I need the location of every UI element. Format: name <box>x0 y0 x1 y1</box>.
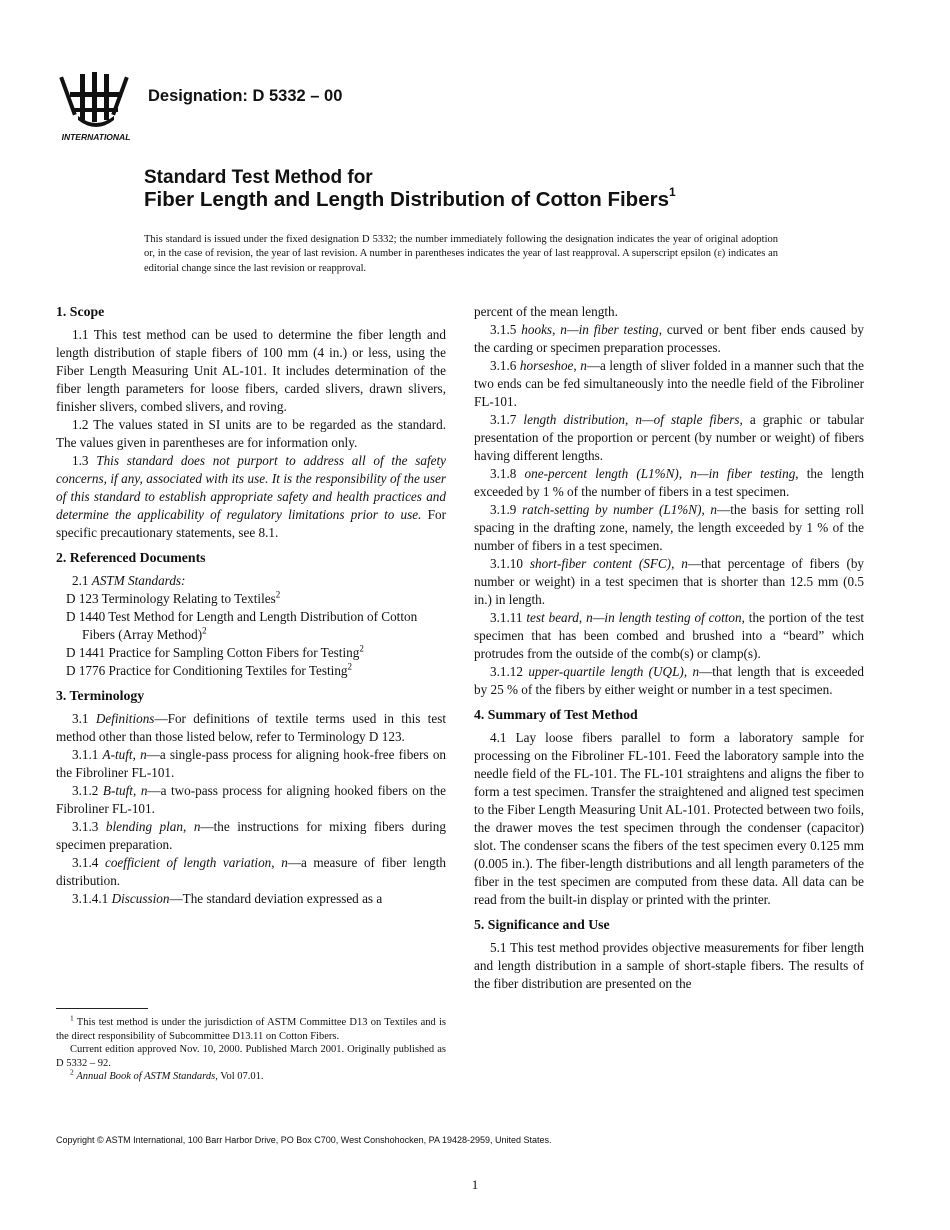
section-5-heading: 5. Significance and Use <box>474 917 610 932</box>
def-horseshoe: 3.1.6 horseshoe, n—a length of sliver folded in a manner such that the two ends can be fed simultaneously into the needle field of the Fibroliner FL-101. <box>474 358 864 409</box>
title-line-1: Standard Test Method for <box>144 167 373 188</box>
def-upper-quartile-length: 3.1.12 upper-quartile length (UQL), n—that length that is exceeded by 25 % of the fibers by either weight or number in a test specimen. <box>474 664 865 697</box>
def-short-fiber-content: 3.1.10 short-fiber content (SFC), n—that percentage of fibers (by number or weight) in a test specimen that is shorter than 12.5 mm (0.5 in.) in length. <box>474 556 865 607</box>
def-test-beard: 3.1.11 test beard, n—in length testing of cotton, the portion of the test specimen that has been combed and brushed into a “beard” which protrudes from the outside of the comb(s) or clamp(s). <box>474 610 865 661</box>
left-column <box>56 303 446 908</box>
def-length-distribution: 3.1.7 length distribution, n—of staple fibers, a graphic or tabular presentation of the proportion or percent (by number or weight) of fibers having different lengths. <box>474 412 865 463</box>
para-1-1: 1.1 This test method can be used to determine the fiber length and length distribution of staple fibers of 100 mm (4 in.) or less, using the Fiber Length Measuring Unit AL-101. It includes determination of the fiber length parameters for loose fibers, carded slivers, drawn slivers, finisher slivers, combed slivers, and roving. <box>56 327 446 414</box>
para-3-1: 3.1 Definitions—For definitions of textile terms used in this test method other than those listed below, refer to Terminology D 123. <box>56 711 446 744</box>
para-2-1: 2.1 ASTM Standards: <box>72 573 186 588</box>
footnotes <box>56 1013 446 1084</box>
def-hooks: 3.1.5 hooks, n—in fiber testing, curved or bent fiber ends caused by the carding or specimen preparation processes. <box>474 322 865 355</box>
para-1-2: 1.2 The values stated in SI units are to be regarded as the standard. The values given in parentheses are for information only. <box>56 417 446 450</box>
def-b-tuft: 3.1.2 B-tuft, n—a two-pass process for aligning hooked fibers on the Fibroliner FL-101. <box>56 783 446 816</box>
section-4-heading: 4. Summary of Test Method <box>474 707 638 722</box>
title-line-2 <box>144 185 676 212</box>
right-column <box>474 303 864 993</box>
title-text: Fiber Length and Length Distribution of Cotton Fibers <box>144 188 669 211</box>
def-one-percent-length: 3.1.8 one-percent length (L1%N), n—in fiber testing, the length exceeded by 1 % of the number of fibers in a test specimen. <box>474 466 865 499</box>
def-coefficient-length-variation: 3.1.4 coefficient of length variation, n—a measure of fiber length distribution. <box>56 855 447 888</box>
section-1-heading: 1. Scope <box>56 304 105 319</box>
section-2-heading: 2. Referenced Documents <box>56 550 206 565</box>
def-blending-plan: 3.1.3 blending plan, n—the instructions for mixing fibers during specimen preparation. <box>56 819 446 852</box>
astm-logo <box>56 72 136 144</box>
def-a-tuft: 3.1.1 A-tuft, n—a single-pass process for aligning hook-free fibers on the Fibroliner FL-101. <box>56 747 447 780</box>
discussion-continued: percent of the mean length. <box>474 304 618 319</box>
discussion-3-1-4-1: 3.1.4.1 Discussion—The standard deviation expressed as a <box>72 891 383 906</box>
page-number: 1 <box>471 1177 479 1192</box>
para-1-3: 1.3 This standard does not purport to address all of the safety concerns, if any, associated with its use. It is the responsibility of the user of this standard to establish appropriate safety and health practices and determine the applicability of regulatory limitations prior to use. For specific precautionary statements, see 8.1. <box>56 453 446 540</box>
ref-d1776: D 1776 Practice for Conditioning Textiles for Testing$^2$ <box>66 661 353 678</box>
designation: Designation: D 5332 – 00 <box>148 87 343 105</box>
section-3-heading: 3. Terminology <box>56 688 145 703</box>
para-5-1: 5.1 This test method provides objective measurements for fiber length and length distribution in a sample of short-staple fibers. The results of the fiber distribution are presented on the <box>474 940 864 991</box>
footnote-1: $^1$ This test method is under the jurisdiction of ASTM Committee D13 on Textiles and is the direct responsibility of Subcommittee D13.11 on Cotton Fibers. <box>56 1013 446 1042</box>
safety-caveat: This standard does not purport to address all of the safety concerns, if any, associated with its use. It is the responsibility of the user of this standard to establish appropriate safety and health practices and determine the applicability of regulatory limitations prior to use. <box>56 453 446 522</box>
para-4-1: 4.1 Lay loose fibers parallel to form a laboratory sample for processing on the Fibroliner FL-101. Feed the laboratory sample into the needle field of the FL-101. The FL-101 straightens and aligns the fiber to form a test specimen. Transfer the straightened and aligned test specimen to the Fiber Length Measuring Unit AL-101. Protected between two foils, the drawer moves the test specimen through the condenser (capacitor) slot. The condenser scans the fibers of the test specimen every 0.125 mm (0.005 in.). The fiber-length distributions and all length parameters of the fiber in the test specimen are computed from these data. All data can be read from the built-in display or printed with the printer. <box>474 730 864 907</box>
ref-d1441: D 1441 Practice for Sampling Cotton Fibers for Testing$^2$ <box>66 643 364 660</box>
title-footnote-mark: 1 <box>668 185 676 200</box>
footnote-rule <box>56 1008 148 1009</box>
issuance-notice: This standard is issued under the fixed designation D 5332; the number immediately following the designation indicates the year of original adoption or, in the case of revision, the year of last revision. A number in parentheses indicates the year of last reapproval. A superscript epsilon (ε) indicates an editorial change since the last revision or reapproval. <box>144 234 778 274</box>
def-ratch-setting: 3.1.9 ratch-setting by number (L1%N), n—the basis for setting roll spacing in the drafting zone, namely, the length exceeded by 1 % of the number of fibers in a test specimen. <box>474 502 865 553</box>
footnote-2: $^2$ Annual Book of ASTM Standards, Vol 07.01. <box>70 1067 264 1083</box>
copyright-line: Copyright © ASTM International, 100 Barr Harbor Drive, PO Box C700, West Conshohocken, PA 19428-2959, United States. <box>56 1135 552 1145</box>
ref-d1440: D 1440 Test Method for Length and Length Distribution of Cotton Fibers (Array Method)$^2$ <box>66 609 418 642</box>
footnote-1-edition: Current edition approved Nov. 10, 2000. Published March 2001. Originally published as D 5332 – 92. <box>56 1044 446 1069</box>
ref-d123: D 123 Terminology Relating to Textiles$^2$ <box>66 589 281 606</box>
logo-subtext: INTERNATIONAL <box>61 132 131 142</box>
